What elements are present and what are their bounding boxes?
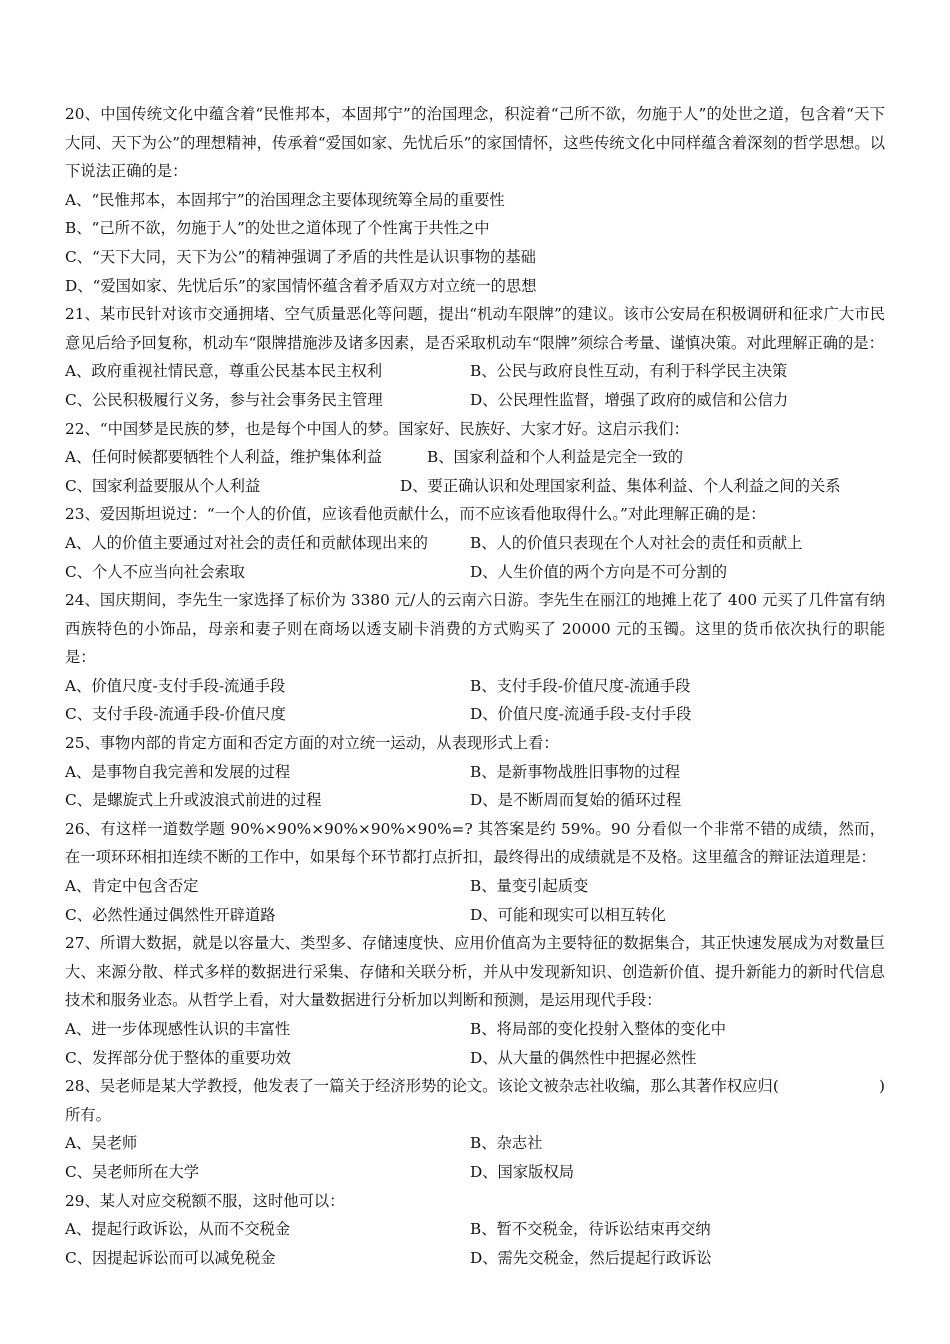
question-24-option-d: D、价值尺度-流通手段-支付手段 <box>470 705 692 724</box>
question-29-option-d: D、需先交税金，然后提起行政诉讼 <box>470 1248 712 1267</box>
question-25-option-b: B、是新事物战胜旧事物的过程 <box>470 762 681 781</box>
question-27-options-row-2 <box>65 1044 885 1073</box>
question-28-stem-paren: ) <box>879 1077 885 1096</box>
question-27-option-b: B、将局部的变化投射入整体的变化中 <box>470 1020 726 1038</box>
question-28-option-a: A、吴老师 <box>65 1134 138 1153</box>
question-28-option-c: C、吴老师所在大学 <box>65 1162 200 1181</box>
question-26-option-d: D、可能和现实可以相互转化 <box>470 905 666 924</box>
question-24-options-row-2 <box>65 700 885 729</box>
question-23-stem: 23、爱因斯坦说过：“一个人的价值，应该看他贡献什么，而不应该看他取得什么。”对此理解正确的是： <box>65 505 766 524</box>
question-29-option-a: A、提起行政诉讼，从而不交税金 <box>65 1220 291 1239</box>
question-27-option-a: A、进一步体现感性认识的丰富性 <box>65 1020 291 1038</box>
question-24-options-row-1 <box>65 672 885 701</box>
exam-page <box>65 100 885 1272</box>
question-24-option-a: A、价值尺度-支付手段-流通手段 <box>65 676 286 695</box>
question-25-option-d: D、是不断周而复始的循环过程 <box>470 791 682 810</box>
question-22-option-d: D、要正确认识和处理国家利益、集体利益、个人利益之间的关系 <box>400 476 841 495</box>
question-27-options-row-1 <box>65 1015 885 1044</box>
question-21-stem: 21、某市民针对该市交通拥堵、空气质量恶化等问题，提出“机动车限牌”的建议。该市公安局在积极调研和征求广大市民意见后给予回复称，机动车“限牌措施涉及诸多因素，是否采取机动车“限牌”须综合考量、谨慎决策。对此理解正确的是： <box>65 305 885 352</box>
question-23-option-b: B、人的价值只表现在个人对社会的责任和贡献上 <box>470 533 803 552</box>
question-27-option-c: C、发挥部分优于整体的重要功效 <box>65 1048 291 1067</box>
question-27-option-d: D、从大量的偶然性中把握必然性 <box>470 1048 697 1067</box>
question-23-options-row-2 <box>65 558 885 587</box>
question-20-option-b: B、“己所不欲，勿施于人”的处世之道体现了个性寓于共性之中 <box>65 219 490 238</box>
question-20-option-a: A、“民惟邦本，本固邦宁”的治国理念主要体现统筹全局的重要性 <box>65 190 505 209</box>
question-24-option-b: B、支付手段-价值尺度-流通手段 <box>470 676 691 695</box>
question-28-stem-line-2: 所有。 <box>65 1105 111 1124</box>
question-25-option-a: A、是事物自我完善和发展的过程 <box>65 762 291 781</box>
question-28-stem-text: 28、吴老师是某大学教授，他发表了一篇关于经济形势的论文。该论文被杂志社收编，那么其著作权应归( <box>65 1077 779 1096</box>
question-22-options-row-1 <box>65 443 885 472</box>
question-24-stem: 24、国庆期间，李先生一家选择了标价为 3380 元/人的云南六日游。李先生在丽江的地摊上花了 400 元买了几件富有纳西族特色的小饰品，母亲和妻子则在商场以透支刷卡消费的方式购买了 20000 元的玉镯。这里的货币依次执行的职能是： <box>65 591 885 667</box>
question-29-options-row-2 <box>65 1244 885 1273</box>
question-23-option-a: A、人的价值主要通过对社会的责任和贡献体现出来的 <box>65 533 428 552</box>
question-20-stem: 20、中国传统文化中蕴含着“民惟邦本，本固邦宁”的治国理念，积淀着“己所不欲，勿施于人”的处世之道，包含着“天下大同、天下为公”的理想精神，传承着“爱国如家、先忧后乐”的家国情怀，这些传统文化中同样蕴含着深刻的哲学思想。以下说法正确的是： <box>65 105 885 181</box>
question-25-options-row-1 <box>65 758 885 787</box>
question-29-stem: 29、某人对应交税额不服，这时他可以： <box>65 1191 345 1210</box>
question-20-option-d: D、“爱国如家、先忧后乐”的家国情怀蕴含着矛盾双方对立统一的思想 <box>65 276 537 295</box>
question-21-option-d: D、公民理性监督，增强了政府的威信和公信力 <box>470 390 789 409</box>
question-21-option-c: C、公民积极履行义务，参与社会事务民主管理 <box>65 390 383 409</box>
question-26-option-b: B、量变引起质变 <box>470 877 589 896</box>
question-25-stem: 25、事物内部的肯定方面和否定方面的对立统一运动，从表现形式上看： <box>65 734 559 753</box>
question-22-option-b: B、国家利益和个人利益是完全一致的 <box>427 448 683 467</box>
question-21-options-row-2 <box>65 386 885 415</box>
question-22-option-a: A、任何时候都要牺牲个人利益，维护集体利益 <box>65 448 382 467</box>
question-28-option-b: B、杂志社 <box>470 1134 543 1153</box>
question-28-option-d: D、国家版权局 <box>470 1162 575 1181</box>
question-29-option-c: C、因提起诉讼而可以减免税金 <box>65 1248 276 1267</box>
question-25-options-row-2 <box>65 786 885 815</box>
question-28-options-row-1 <box>65 1129 885 1158</box>
question-23-option-d: D、人生价值的两个方向是不可分割的 <box>470 562 728 581</box>
question-21-option-a: A、政府重视社情民意，尊重公民基本民主权利 <box>65 362 382 381</box>
question-23-options-row-1 <box>65 529 885 558</box>
question-21-option-b: B、公民与政府良性互动，有利于科学民主决策 <box>470 362 788 381</box>
question-27-stem: 27、所谓大数据，就是以容量大、类型多、存储速度快、应用价值高为主要特征的数据集合，其正快速发展成为对数量巨大、来源分散、样式多样的数据进行采集、存储和关联分析，并从中发现新知识、创造新价值、提升新能力的新时代信息技术和服务业态。从哲学上看，对大量数据进行分析加以判断和预测，是运用现代手段： <box>65 934 885 1010</box>
question-26-option-c: C、必然性通过偶然性开辟道路 <box>65 905 276 924</box>
question-29-options-row-1 <box>65 1215 885 1244</box>
question-26-stem: 26、有这样一道数学题 90%×90%×90%×90%×90%=? 其答案是约 59%。90 分看似一个非常不错的成绩，然而，在一项环环相扣连续不断的工作中，如果每个环节都打点折扣，最终得出的成绩就是不及格。这里蕴含的辩证法道理是： <box>65 819 885 867</box>
question-24-option-c: C、支付手段-流通手段-价值尺度 <box>65 705 286 724</box>
question-29-option-b: B、暂不交税金，待诉讼结束再交纳 <box>470 1220 711 1239</box>
question-26-options-row-2 <box>65 901 885 930</box>
question-28-options-row-2 <box>65 1158 885 1187</box>
question-22-option-c: C、国家利益要服从个人利益 <box>65 476 261 495</box>
question-22-stem: 22、“中国梦是民族的梦，也是每个中国人的梦。国家好、民族好、大家才好。这启示我们： <box>65 419 689 438</box>
question-23-option-c: C、个人不应当向社会索取 <box>65 562 245 581</box>
question-26-option-a: A、肯定中包含否定 <box>65 877 199 896</box>
question-25-option-c: C、是螺旋式上升或波浪式前进的过程 <box>65 791 322 810</box>
question-26-options-row-1 <box>65 872 885 901</box>
question-22-options-row-2 <box>65 472 885 501</box>
question-20-option-c: C、“天下大同，天下为公”的精神强调了矛盾的共性是认识事物的基础 <box>65 247 536 266</box>
question-28-stem-line-1 <box>65 1072 885 1101</box>
question-21-options-row-1 <box>65 357 885 386</box>
